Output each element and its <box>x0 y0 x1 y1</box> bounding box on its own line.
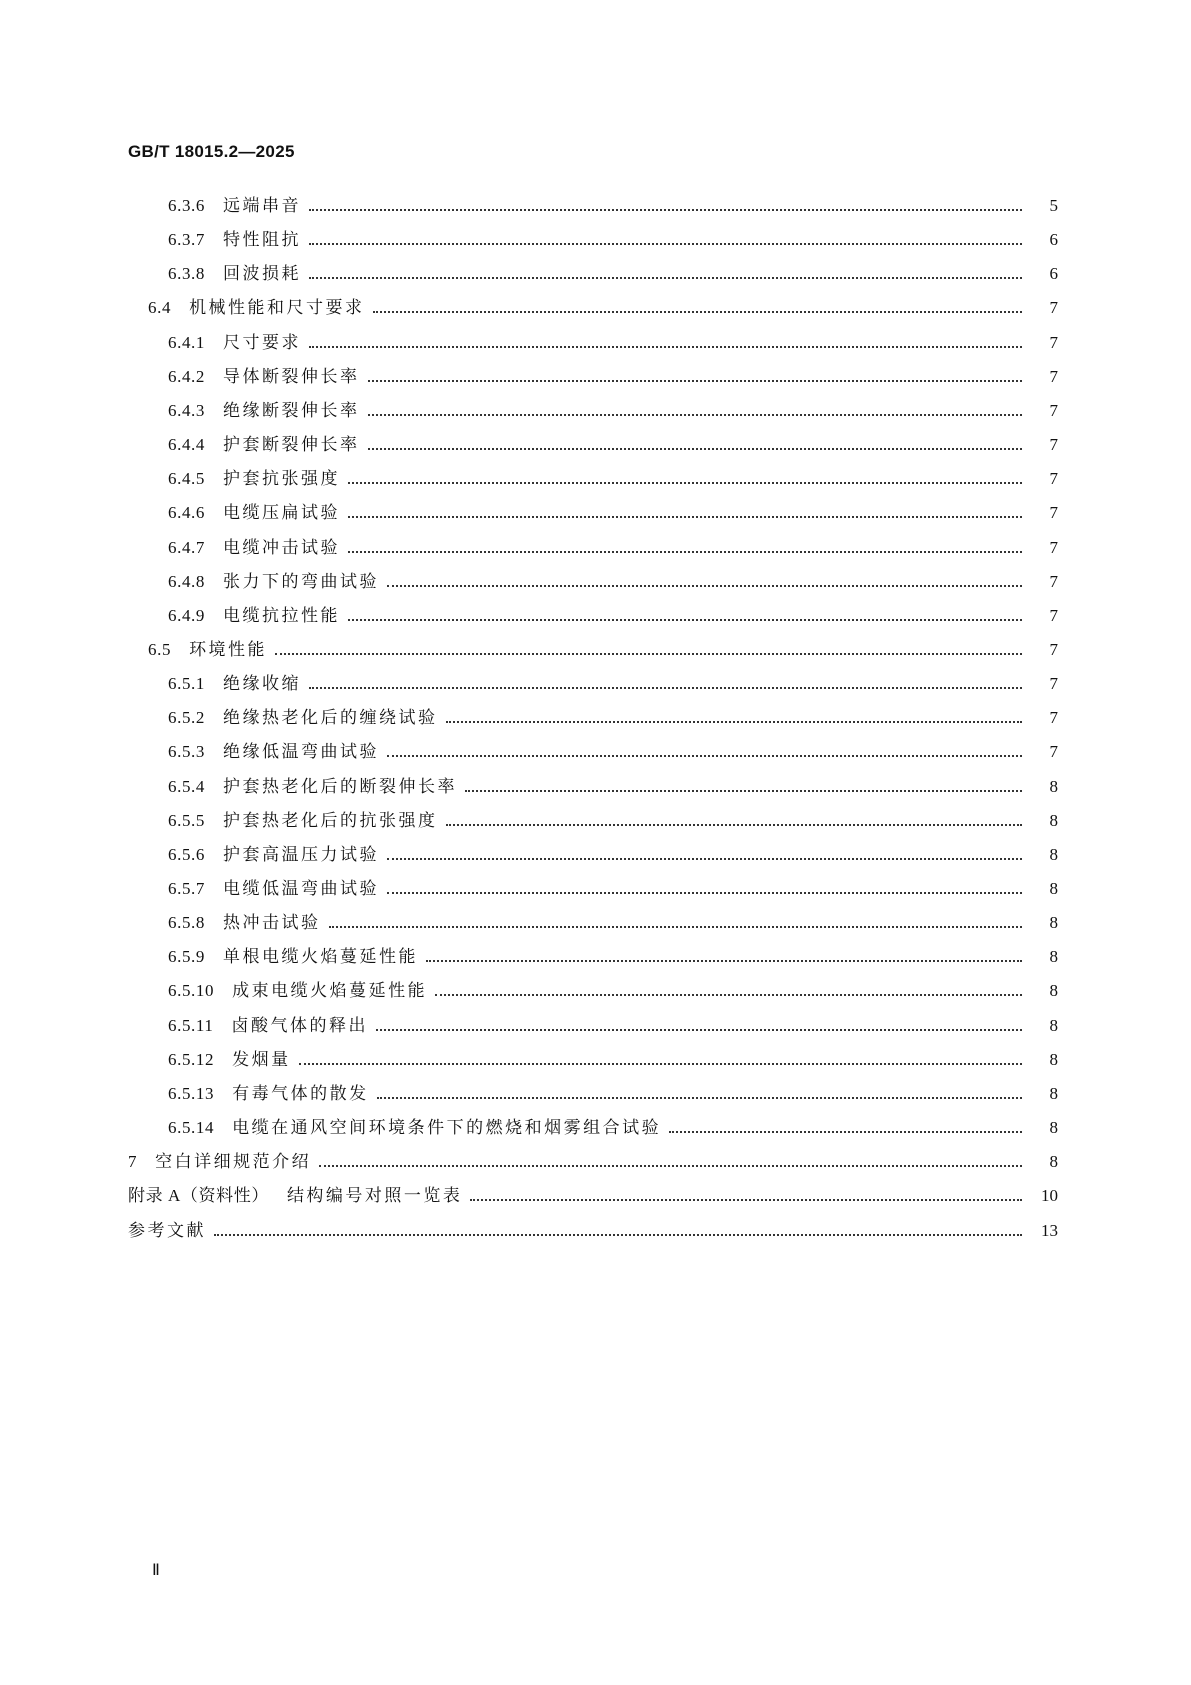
toc-entry-title: 环境性能 <box>189 639 268 660</box>
toc-entry-page: 8 <box>1049 879 1058 898</box>
toc-entry-title: 护套高温压力试验 <box>223 844 379 865</box>
toc-dot-leader <box>348 617 1022 621</box>
toc-entry-title: 特性阻抗 <box>223 230 301 251</box>
toc-entry-number: 6.5.2 <box>168 708 205 728</box>
toc-entry-title: 参考文献 <box>128 1220 206 1241</box>
toc-entry[interactable] <box>0 1013 1058 1039</box>
toc-dot-leader <box>368 412 1023 416</box>
toc-entry-page: 7 <box>1049 503 1058 523</box>
toc-entry-title: 绝缘低温弯曲试验 <box>223 742 379 763</box>
toc-entry-title: 护套热老化后的断裂伸长率 <box>223 776 457 797</box>
toc-entry-number: 6.5.8 <box>168 913 205 933</box>
toc-entry[interactable] <box>0 876 1058 902</box>
toc-dot-leader <box>368 446 1023 450</box>
toc-entry-page: 8 <box>1049 1015 1058 1035</box>
toc-dot-leader <box>329 924 1023 928</box>
toc-entry-title: 电缆冲击试验 <box>223 537 340 558</box>
toc-dot-leader <box>465 788 1022 792</box>
toc-entry-title: 远端串音 <box>223 196 301 216</box>
toc-entry-page: 7 <box>1049 435 1058 455</box>
toc-entry-title: 电缆在通风空间环境条件下的燃烧和烟雾组合试验 <box>232 1118 662 1139</box>
toc-entry-title: 绝缘收缩 <box>223 674 301 695</box>
toc-entry[interactable] <box>0 193 1058 219</box>
toc-entry-number: 6.3.6 <box>168 196 205 215</box>
toc-dot-leader <box>669 1129 1022 1133</box>
toc-dot-leader <box>275 651 1022 655</box>
toc-entry-number: 6.5.13 <box>168 1083 215 1103</box>
toc-dot-leader <box>387 856 1022 860</box>
toc-entry-title: 单根电缆火焰蔓延性能 <box>223 947 418 968</box>
toc-entry-title: 发烟量 <box>232 1049 291 1070</box>
toc-entry-page: 6 <box>1049 264 1058 284</box>
toc-dot-leader <box>309 344 1022 348</box>
toc-entry-number: 6.5.1 <box>168 674 205 694</box>
toc-entry-title: 导体断裂伸长率 <box>223 366 360 387</box>
toc-entry-number: 6.5.5 <box>168 810 205 830</box>
toc-dot-leader <box>377 1095 1022 1099</box>
toc-entry-number: 6.5.10 <box>168 981 215 1001</box>
toc-entry[interactable] <box>0 500 1058 526</box>
toc-entry-number: 6.4.9 <box>168 605 205 625</box>
toc-dot-leader <box>435 992 1022 996</box>
toc-entry-page: 8 <box>1049 913 1058 933</box>
toc-entry-title: 有毒气体的散发 <box>232 1083 369 1104</box>
toc-entry-number: 6.4.5 <box>168 469 205 489</box>
toc-entry[interactable] <box>0 705 1058 731</box>
toc-entry-page: 7 <box>1049 537 1058 557</box>
toc-entry-number: 6.5.12 <box>168 1049 215 1069</box>
toc-entry-number: 6.5 <box>148 639 172 659</box>
toc-entry[interactable] <box>0 944 1058 970</box>
toc-entry[interactable] <box>0 1047 1058 1073</box>
toc-entry-page: 7 <box>1049 571 1058 591</box>
toc-dot-leader <box>309 241 1022 245</box>
toc-entry-number: 6.5.7 <box>168 879 205 898</box>
toc-dot-leader <box>387 583 1022 587</box>
toc-entry[interactable] <box>0 466 1058 492</box>
toc-dot-leader <box>376 1027 1022 1031</box>
toc-entry[interactable] <box>0 398 1058 424</box>
toc-entry-number: 6.4 <box>148 298 172 318</box>
toc-entry-number: 6.4.2 <box>168 366 205 386</box>
toc-entry-page: 8 <box>1049 1152 1058 1172</box>
toc-entry-number: 7 <box>128 1152 138 1172</box>
toc-dot-leader <box>299 1061 1022 1065</box>
toc-entry-number: 6.3.8 <box>168 264 205 284</box>
toc-entry-title: 结构编号对照一览表 <box>286 1186 463 1207</box>
toc-entry-page: 8 <box>1049 810 1058 830</box>
toc-dot-leader <box>368 378 1023 382</box>
toc-entry-title: 护套抗张强度 <box>223 469 340 490</box>
toc-entry-number: 6.4.4 <box>168 435 205 455</box>
document-id-header: GB/T 18015.2—2025 <box>128 142 295 161</box>
toc-entry-page: 8 <box>1049 776 1058 796</box>
toc-entry-number: 6.5.14 <box>168 1118 215 1138</box>
toc-entry-page: 8 <box>1049 981 1058 1001</box>
toc-entry[interactable] <box>0 535 1058 561</box>
toc-entry-page: 8 <box>1049 1118 1058 1138</box>
toc-entry-title: 回波损耗 <box>223 264 301 285</box>
toc-entry-title: 绝缘断裂伸长率 <box>223 400 360 421</box>
toc-entry-page: 7 <box>1049 674 1058 694</box>
toc-entry-page: 10 <box>1041 1186 1058 1206</box>
toc-entry[interactable] <box>0 910 1058 936</box>
toc-entry-number: 6.4.8 <box>168 571 205 591</box>
toc-entry[interactable] <box>0 603 1058 629</box>
toc-entry-title: 成束电缆火焰蔓延性能 <box>232 981 428 1002</box>
toc-dot-leader <box>214 1232 1022 1236</box>
toc-dot-leader <box>426 958 1022 962</box>
toc-entry-title: 张力下的弯曲试验 <box>223 571 379 592</box>
toc-entry-title: 电缆压扁试验 <box>223 503 340 524</box>
toc-entry-page: 8 <box>1049 1083 1058 1103</box>
toc-dot-leader <box>348 549 1022 553</box>
toc-entry-number: 6.5.11 <box>168 1015 214 1035</box>
toc-entry[interactable] <box>0 842 1058 868</box>
toc-entry[interactable] <box>0 978 1058 1004</box>
toc-entry-page: 13 <box>1041 1220 1058 1240</box>
toc-entry-number: 6.3.7 <box>168 230 205 250</box>
toc-entry-title: 电缆低温弯曲试验 <box>223 879 379 899</box>
toc-entry-page: 8 <box>1049 844 1058 864</box>
toc-entry[interactable] <box>0 1115 1058 1141</box>
toc-entry-page: 6 <box>1049 230 1058 250</box>
toc-entry-page: 7 <box>1049 298 1058 318</box>
toc-entry-page: 7 <box>1049 366 1058 386</box>
toc-entry-number: 6.5.6 <box>168 844 205 864</box>
toc-entry-title: 机械性能和尺寸要求 <box>189 298 365 319</box>
toc-entry-title: 卤酸气体的释出 <box>231 1015 368 1036</box>
toc-entry[interactable] <box>0 295 1058 321</box>
page-number-footer: Ⅱ <box>152 1562 160 1579</box>
toc-entry-page: 8 <box>1049 1049 1058 1069</box>
toc-entry-number: 附录 A（资料性） <box>128 1186 269 1206</box>
toc-entry[interactable] <box>0 330 1058 356</box>
toc-entry-title: 空白详细规范介绍 <box>155 1152 312 1173</box>
toc-entry-page: 7 <box>1049 605 1058 625</box>
toc-dot-leader <box>309 275 1022 279</box>
toc-entry-number: 6.5.4 <box>168 776 205 796</box>
toc-entry[interactable] <box>0 739 1058 765</box>
toc-entry-number: 6.4.1 <box>168 332 205 352</box>
toc-entry[interactable] <box>0 1218 1058 1244</box>
toc-entry[interactable] <box>0 671 1058 697</box>
toc-dot-leader <box>387 890 1022 894</box>
toc-entry[interactable] <box>0 637 1058 663</box>
toc-entry-page: 7 <box>1049 742 1058 762</box>
toc-entry[interactable] <box>0 364 1058 390</box>
toc-entry[interactable] <box>0 808 1058 834</box>
toc-dot-leader <box>387 753 1022 757</box>
toc-entry-page: 7 <box>1049 400 1058 420</box>
toc-dot-leader <box>348 514 1022 518</box>
toc-dot-leader <box>309 685 1022 689</box>
toc-dot-leader <box>446 822 1023 826</box>
toc-entry-title: 电缆抗拉性能 <box>223 605 340 626</box>
toc-entry-title: 绝缘热老化后的缠绕试验 <box>223 708 438 729</box>
toc-entry-page: 7 <box>1049 332 1058 352</box>
toc-entry-title: 尺寸要求 <box>223 332 301 353</box>
toc-entry-title: 护套断裂伸长率 <box>223 435 360 456</box>
toc-entry[interactable] <box>0 432 1058 458</box>
toc-entry-number: 6.5.9 <box>168 947 205 967</box>
toc-dot-leader <box>470 1197 1022 1201</box>
toc-entry-number: 6.4.6 <box>168 503 205 523</box>
toc-entry[interactable] <box>0 1183 1058 1209</box>
toc-entry[interactable] <box>0 261 1058 287</box>
toc-entry-number: 6.4.3 <box>168 400 205 420</box>
toc-entry[interactable] <box>0 227 1058 253</box>
toc-entry-title: 热冲击试验 <box>223 913 321 934</box>
toc-entry-page: 8 <box>1049 947 1058 967</box>
toc-dot-leader <box>319 1163 1022 1167</box>
toc-entry[interactable] <box>0 774 1058 800</box>
toc-entry-title: 护套热老化后的抗张强度 <box>223 810 438 831</box>
toc-entry-number: 6.4.7 <box>168 537 205 557</box>
toc-entry-number: 6.5.3 <box>168 742 205 762</box>
toc-dot-leader <box>348 480 1022 484</box>
toc-entry[interactable] <box>0 569 1058 595</box>
toc-entry[interactable] <box>0 1149 1058 1175</box>
toc-dot-leader <box>373 309 1022 313</box>
toc-entry[interactable] <box>0 1081 1058 1107</box>
toc-entry-page: 7 <box>1049 639 1058 659</box>
toc-entry-page: 5 <box>1049 196 1058 215</box>
toc-dot-leader <box>446 719 1023 723</box>
toc-entry-page: 7 <box>1049 469 1058 489</box>
toc-dot-leader <box>309 207 1022 211</box>
toc-entry-page: 7 <box>1049 708 1058 728</box>
